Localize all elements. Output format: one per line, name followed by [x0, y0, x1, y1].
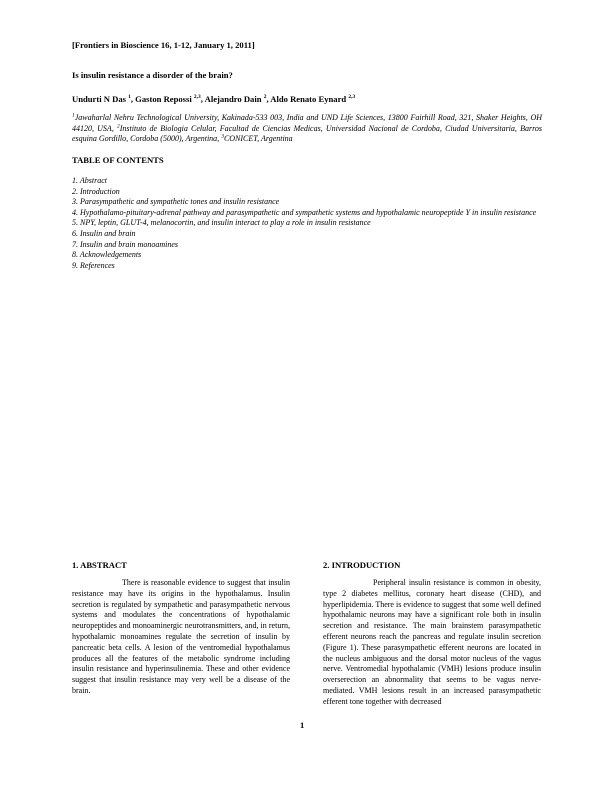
toc-heading: TABLE OF CONTENTS	[72, 155, 164, 165]
introduction-paragraph: Peripheral insulin resistance is common in obesity, type 2 diabetes mellitus, coronary heart disease (CHD), and hyperlipidemia. There is evidence to suggest that some well defined hypothalamic neurons may have a significant role both in insulin secretion and resistance. The main brainstem parasympathetic efferent neurons reach the pancreas and regulate insulin secretion (Figure 1). These parasympathetic efferent neurons are located in the nucleus ambiguous and the dorsal motor nucleus of the vagus nerve. Ventromedial hypothalamic (VMH) lesions produce insulin overserection an abnormality that seems to be vagus nerve-mediated. VMH lesions result in an increased parasympathetic efferent tone together with decreased	[323, 578, 541, 706]
author-name: Aldo Renato Eynard	[270, 94, 347, 104]
author-affiliation-mark: 2,3	[193, 94, 201, 101]
toc-item: 5. NPY, leptin, GLUT-4, melanocortin, and insulin interact to play a role in insulin resistance	[72, 218, 371, 228]
author-affiliation-mark: 1	[128, 94, 131, 101]
toc-item: 2. Introduction	[72, 186, 120, 196]
abstract-column	[72, 578, 290, 697]
author-name: Undurti N Das	[72, 94, 126, 104]
toc-item: 3. Parasympathetic and sympathetic tones and insulin resistance	[72, 197, 280, 207]
toc-item: 7. Insulin and brain monoamines	[72, 239, 178, 249]
introduction-column	[323, 578, 541, 708]
toc-item: 1. Abstract	[72, 176, 107, 185]
introduction-heading: 2. INTRODUCTION	[323, 560, 401, 570]
affiliation-mark: 3	[221, 133, 224, 140]
abstract-heading: 1. ABSTRACT	[72, 560, 127, 570]
author-list: Undurti N Das $^1$, Gaston Repossi $^{2,3}$, Alejandro Dain $^2$, Aldo Renato Eynard $^{2,3}$	[72, 94, 356, 104]
affiliation-3: CONICET, Argentina	[223, 134, 293, 144]
page-number: 1	[300, 720, 305, 730]
toc-item: 6. Insulin and brain	[72, 228, 136, 238]
toc-item: 9. References	[72, 260, 115, 270]
author-name: Alejandro Dain	[204, 94, 262, 104]
toc-list	[72, 176, 542, 271]
author-affiliation-mark: 2	[263, 94, 267, 101]
affiliation-1: Jawaharlal Nehru Technological University, Kakinada-533 003, India and UND Life Sciences, 13800 Fairhill Road, 321, Shaker Heights, OH 44120, USA,	[72, 113, 542, 133]
journal-header: [Frontiers in Bioscience 16, 1-12, January 1, 2011]	[72, 40, 255, 50]
affiliation-mark: 2	[116, 122, 120, 129]
author-affiliation-mark: 2,3	[348, 94, 356, 101]
affiliations	[72, 113, 542, 145]
affiliation-mark: 1	[72, 112, 75, 119]
article-title: Is insulin resistance a disorder of the brain?	[72, 70, 233, 80]
toc-item: 4. Hypothalamo-pituitary-adrenal pathway and parasympathetic and sympathetic systems and hypothalamic neuropeptide Y in insulin resistance	[72, 207, 537, 217]
author-name: Gaston Repossi	[135, 94, 192, 104]
toc-item: 8. Acknowledgements	[72, 250, 142, 260]
affiliation-2: Instituto de Biologia Celular, Facultad de Ciencias Medicas, Universidad Nacional de Cordoba, Ciudad Universitaria, Barros esquina Gordillo, Cordoba (5000), Argentina,	[72, 123, 542, 144]
abstract-paragraph: There is reasonable evidence to suggest that insulin resistance may have its origins in the hypothalamus. Insulin secretion is regulated by sympathetic and parasympathetic nervous systems and modulates the concentrations of hypothalamic neuropeptides and monoaminergic neurotransmitters, and, in return, hypothalamic monoamines regulate the secretion of insulin by pancreatic beta cells. A lesion of the ventromedial hypothalamus produces all the features of the metabolic syndrome including insulin resistance and hyperinsulinemia. These and other evidence suggest that insulin resistance may very well be a disease of the brain.	[72, 578, 290, 695]
